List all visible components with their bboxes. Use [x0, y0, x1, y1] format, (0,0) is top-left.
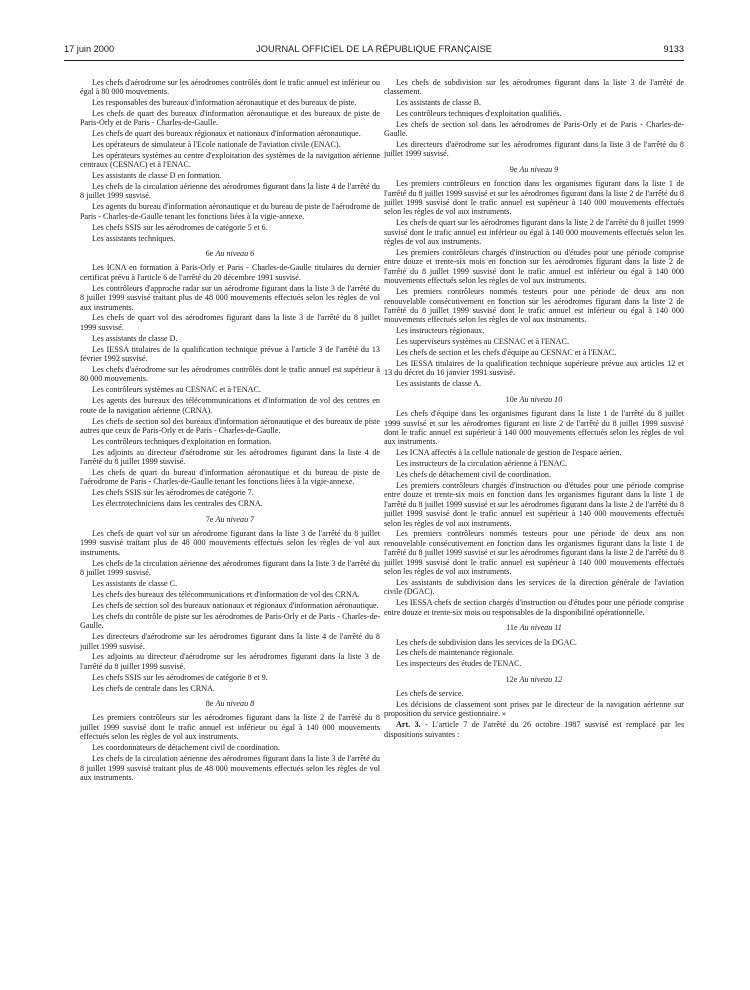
paragraph: Les chefs d'aérodrome sur les aérodromes contrôlés dont le trafic annuel est supérieur à 80 000 mouvements. [80, 364, 380, 384]
left-intro-list [80, 78, 380, 244]
left-column [80, 76, 380, 782]
level-12-label: Au niveau 12 [519, 674, 563, 684]
level-7-number: 7e [205, 514, 214, 524]
paragraph: Les chefs de détachement civil de coordination. [396, 470, 551, 480]
paragraph: Les premiers contrôleurs nommés testeurs pour une période de deux ans non renouvelable consécutivement en fonction dans les organismes figurant dans la liste 1 de l'arrêté du 8 juillet 1999 susvisé et sur les aérodromes figurant dans la liste 2 de l'arrêté du 8 juillet 1999 susvisé dont le trafic annuel est supérieur à 140 000 mouvements effectués selon les règles de vol aux instruments. [384, 529, 684, 577]
paragraph: Les IESSA titulaires de la qualification technique supérieure prévue aux articles 12 et 13 du décret du 16 janvier 1991 susvisé. [384, 358, 684, 378]
paragraph: Les chefs de service. [396, 689, 464, 699]
level-12-heading [384, 675, 684, 684]
paragraph: Les opérateurs systèmes au centre d'exploitation des systèmes de la navigation aérienne centraux (CESNAC) et à l'ENAC. [80, 150, 380, 170]
paragraph: Les assistants techniques. [92, 233, 176, 243]
paragraph: Les directeurs d'aérodrome sur les aérodromes figurant dans la liste 4 de l'arrêté du 8 juillet 1999 susvisé. [80, 632, 380, 651]
paragraph: Les adjoints au directeur d'aérodrome sur les aérodromes figurant dans la liste 4 de l'arrêté du 8 juillet 1999 susvisé. [80, 447, 380, 467]
level-7-heading [80, 515, 380, 524]
paragraph: Les premiers contrôleurs en fonction dans les organismes figurant dans la liste 1 de l'arrêté du 8 juillet 1999 susvisé et sur les aérodromes figurant dans la liste 2 de l'arrêté du 8 juillet 1999 susvisé dont le trafic annuel est supérieur à 140 000 mouvements effectués selon les règles de vol aux instruments. [384, 179, 684, 217]
level-10-label: Au niveau 10 [519, 394, 563, 404]
paragraph: Les chefs de section sol des bureaux nationaux et régionaux d'information aéronautique. [92, 600, 379, 610]
paragraph: Les responsables des bureaux d'information aéronautique et des bureaux de piste. [92, 97, 357, 107]
level-6-list [80, 263, 380, 508]
paragraph: Les contrôleurs techniques d'exploitation qualifiés. [396, 108, 562, 118]
paragraph: Les contrôleurs techniques d'exploitation en formation. [92, 436, 272, 446]
paragraph: Les chefs de section sol dans les aérodromes de Paris-Orly et de Paris - Charles-de-Gaulle. [384, 119, 684, 139]
paragraph: Les chefs de quart vol des aérodromes figurant dans la liste 3 de l'arrêté du 8 juillet 1999 susvisé. [80, 313, 380, 332]
paragraph: Les assistants de classe D. [92, 333, 178, 343]
paragraph: Les chefs d'aérodrome sur les aérodromes contrôlés dont le trafic annuel est inférieur ou égal à 80 000 mouvements. [80, 77, 380, 96]
level-11-label: Au niveau 11 [519, 623, 562, 633]
paragraph: Les assistants de classe B. [396, 97, 482, 107]
paragraph: Les chefs de maintenance régionale. [396, 648, 514, 658]
paragraph: Les instructeurs de la circulation aérienne à l'ENAC. [396, 459, 568, 469]
page-header [64, 44, 684, 58]
paragraph: Les décisions de classement sont prises par le directeur de la navigation aérienne sur proposition du service gestionnaire. » [384, 700, 684, 719]
paragraph: Les chefs de quart des bureaux régionaux et nationaux d'information aéronautique. [92, 129, 361, 139]
right-intro-list [384, 78, 684, 159]
level-9-number: 9e [509, 164, 518, 174]
article-3-text: - L'article 7 de l'arrêté du 26 octobre 1987 susvisé est remplacé par les dispositions suivantes : [384, 720, 685, 739]
paragraph: Les opérateurs de simulateur à l'Ecole nationale de l'aviation civile (ENAC). [92, 139, 341, 149]
level-8-number: 8e [205, 699, 214, 709]
header-date: 17 juin 2000 [64, 44, 115, 54]
paragraph: Les IESSA titulaires de la qualification technique prévue à l'article 3 de l'arrêté du 13 février 1992 susvisé. [80, 344, 380, 364]
paragraph: Les chefs de quart vol sur un aérodrome figurant dans la liste 3 de l'arrêté du 8 juillet 1999 susvisé traitant plus de 48 000 mouvements effectués selon les règles de vol aux instruments. [80, 529, 380, 557]
right-column [384, 76, 684, 739]
paragraph: Les agents des bureaux des télécommunications et d'information de vol des centres en route de la navigation aérienne (CRNA). [80, 396, 380, 415]
level-7-label: Au niveau 7 [215, 514, 255, 524]
paragraph: Les agents du bureau d'information aéronautique et du bureau de piste de l'aérodrome de Paris - Charles-de-Gaulle tenant les fonctions liées à la vigie-annexe. [80, 202, 380, 221]
paragraph: Les chefs de la circulation aérienne des aérodromes figurant dans la liste 4 de l'arrêté du 8 juillet 1999 susvisé. [80, 182, 380, 201]
level-9-heading [384, 165, 684, 174]
paragraph: Les chefs SSIS sur les aérodromes de catégorie 5 et 6. [92, 222, 268, 232]
paragraph: Les ICNA en formation à Paris-Orly et Paris - Charles-de-Gaulle titulaires du dernier certificat prévu à l'article 6 de l'arrêté du 20 décembre 1991 susvisé. [80, 263, 380, 282]
level-9-list [384, 179, 684, 389]
paragraph: Les premiers contrôleurs nommés testeurs pour une période de deux ans non renouvelable consécutivement en fonction sur les aérodromes figurant dans la liste 2 de l'arrêté du 8 juillet 1999 susvisé dont le trafic annuel est inférieur ou égal à 140 000 mouvements effectués selon les règles de vol aux instruments. [384, 287, 684, 325]
paragraph: Les ICNA affectés à la cellule nationale de gestion de l'espace aérien. [396, 448, 622, 458]
level-10-list [384, 409, 684, 617]
paragraph: Les premiers contrôleurs chargés d'instruction ou d'études pour une période comprise entre douze et trente-six mois en fonction sur les aérodromes figurant dans la liste 2 de l'arrêté du 8 juillet 1999 susvisé dont le trafic annuel est inférieur ou égal à 140 000 mouvements effectués selon les règles de vol aux instruments. [384, 248, 684, 286]
level-9-label: Au niveau 9 [519, 164, 559, 174]
paragraph: Les IESSA chefs de section chargés d'instruction ou d'études pour une période comprise entre douze et trente-six mois ou responsables de la disponibilité opérationnelle. [384, 598, 684, 617]
level-6-label: Au niveau 6 [215, 249, 255, 258]
paragraph: Les chefs de quart des bureaux d'information aéronautique et des bureaux de piste de Paris-Orly et de Paris - Charles-de-Gaulle. [80, 108, 380, 128]
paragraph: Les chefs de la circulation aérienne des aérodromes figurant dans la liste 3 de l'arrêté du 8 juillet 1999 susvisé. [80, 558, 380, 578]
paragraph: Les assistants de classe A. [396, 379, 482, 389]
paragraph: Les chefs de quart du bureau d'information aéronautique et du bureau de piste de l'aérodrome de Paris - Charles-de-Gaulle tenant les fonctions liées à la vigie-annexe. [80, 468, 380, 487]
header-page-number: 9133 [663, 44, 684, 54]
paragraph: Les chefs d'équipe dans les organismes figurant dans la liste 1 de l'arrêté du 8 juillet 1999 susvisé et sur les aérodromes figurant en liste 2 de l'arrêté du 8 juillet 1999 susvisé dont le trafic annuel est supérieur à 140 000 mouvements effectués selon les règles de vol aux instruments. [384, 409, 684, 447]
paragraph: Les contrôleurs systèmes au CESNAC et à l'ENAC. [92, 385, 261, 395]
paragraph: Les coordonnateurs de détachement civil de coordination. [92, 743, 280, 753]
paragraph: Les assistants de classe D en formation. [92, 171, 222, 181]
header-journal-title: JOURNAL OFFICIEL DE LA RÉPUBLIQUE FRANÇAISE [256, 44, 492, 54]
level-10-number: 10e [505, 394, 518, 404]
paragraph: Les chefs de quart sur les aérodromes figurant dans la liste 2 de l'arrêté du 8 juillet 1999 susvisé dont le trafic annuel est inférieur ou égal à 140 000 mouvements effectués selon les règles de vol aux instruments. [384, 218, 684, 247]
level-7-list [80, 529, 380, 693]
paragraph: Les chefs de section et les chefs d'équipe au CESNAC et à l'ENAC. [396, 348, 617, 358]
paragraph: Les chefs de la circulation aérienne des aérodromes figurant dans la liste 3 de l'arrêté du 8 juillet 1999 susvisé traitant plus de 48 000 mouvements effectués selon les règles de vol aux instruments. [80, 754, 380, 782]
level-8-list [80, 713, 380, 782]
paragraph: Les assistants de subdivision dans les services de la direction générale de l'aviation civile (DGAC). [384, 578, 684, 597]
paragraph: Les superviseurs systèmes au CESNAC et à l'ENAC. [396, 337, 569, 347]
paragraph: Les contrôleurs d'approche radar sur un aérodrome figurant dans la liste 3 de l'arrêté du 8 juillet 1999 susvisé traitant plus de 48 000 mouvements effectués selon les règles de vol aux instruments. [80, 283, 380, 312]
paragraph: Les adjoints au directeur d'aérodrome sur les aérodromes figurant dans la liste 3 de l'arrêté du 8 juillet 1999 susvisé. [80, 652, 380, 671]
level-11-number: 11e [506, 623, 518, 633]
paragraph: Les premiers contrôleurs chargés d'instruction ou d'études pour une période comprise entre douze et trente-six mois en fonction dans les organismes figurant dans la liste 1 de l'arrêté du 8 juillet 1999 susvisé et sur les aérodromes figurant dans la liste 2 de l'arrêté du 8 juillet 1999 susvisé dont le trafic annuel est supérieur à 140 000 mouvements effectués selon les règles de vol aux instruments. [384, 480, 684, 528]
article-3-label: Art. 3. [396, 720, 421, 730]
paragraph: Les premiers contrôleurs sur les aérodromes figurant dans la liste 2 de l'arrêté du 8 juillet 1999 susvisé dont le trafic annuel est inférieur ou égal à 140 000 mouvements effectués selon les règles de vol aux instruments. [80, 713, 380, 742]
paragraph: Les électrotechniciens dans les centrales des CRNA. [92, 499, 263, 509]
article-3-paragraph [384, 720, 684, 739]
level-11-list [384, 638, 684, 669]
level-6-heading [80, 249, 380, 258]
level-8-label: Au niveau 8 [215, 699, 255, 709]
level-10-heading [384, 395, 684, 404]
level-12-list [384, 689, 684, 719]
header-rule [64, 60, 684, 61]
paragraph: Les chefs du contrôle de piste sur les aérodromes de Paris-Orly et de Paris - Charles-de-Gaulle. [80, 611, 380, 631]
level-8-heading [80, 699, 380, 708]
paragraph: Les instructeurs régionaux. [396, 326, 485, 336]
paragraph: Les chefs de section sol des bureaux d'information aéronautique et des bureaux de piste autres que ceux de Paris-Orly et de Paris - Charles-de-Gaulle. [80, 416, 380, 435]
paragraph: Les inspecteurs des études de l'ENAC. [396, 659, 522, 669]
paragraph: Les chefs SSIS sur les aérodromes de catégorie 7. [92, 488, 254, 498]
level-12-number: 12e [505, 674, 518, 684]
paragraph: Les chefs de centrale dans les CRNA. [92, 683, 215, 693]
paragraph: Les chefs de subdivision dans les services de la DGAC. [396, 637, 577, 647]
paragraph: Les assistants de classe C. [92, 579, 178, 589]
paragraph: Les directeurs d'aérodrome sur les aérodromes figurant dans la liste 3 de l'arrêté du 8 juillet 1999 susvisé. [384, 139, 684, 159]
level-11-heading [384, 623, 684, 632]
level-6-number: 6e [205, 249, 214, 258]
paragraph: Les chefs de subdivision sur les aérodromes figurant dans la liste 3 de l'arrêté de classement. [384, 77, 684, 96]
paragraph: Les chefs des bureaux des télécommunications et d'information de vol des CRNA. [92, 590, 360, 599]
paragraph: Les chefs SSIS sur les aérodromes de catégorie 8 et 9. [92, 672, 268, 682]
